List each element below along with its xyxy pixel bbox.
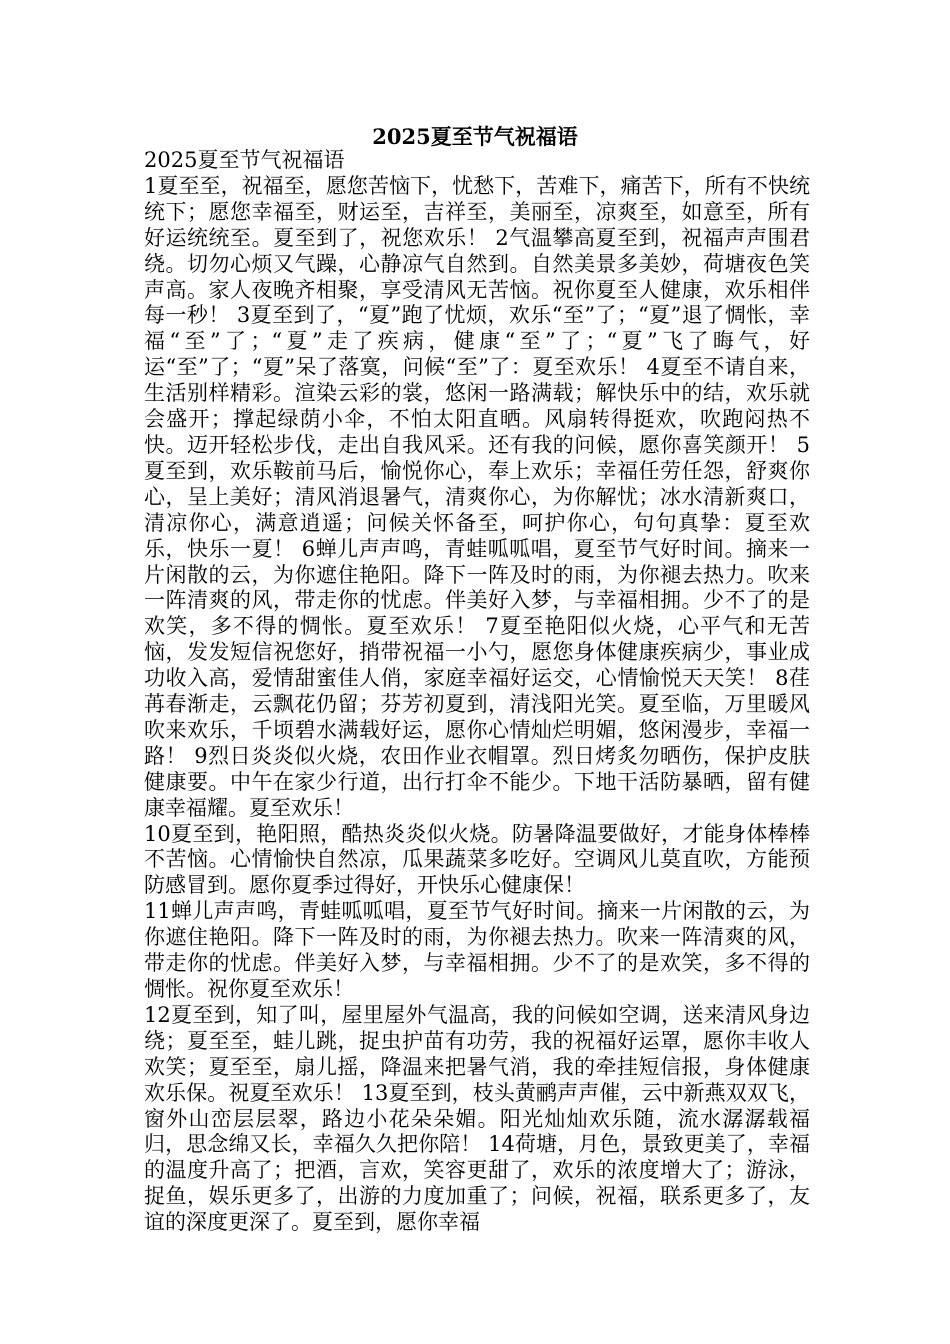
document-title: 2025夏至节气祝福语 [372,124,578,149]
paragraph-2: 10夏至到，艳阳照，酷热炎炎似火烧。防暑降温要做好，才能身体棒棒不苦恼。心情愉快自然凉，瓜果蔬菜多吃好。空调风儿莫直吹，方能预防感冒到。愿你夏季过得好，开快乐心健康保！ [144,821,810,898]
paragraph-4: 12夏至到，知了叫，屋里屋外气温高，我的问候如空调，送来清风身边绕；夏至至，蛙儿跳，捉虫护苗有功劳，我的祝福好运罩，愿你丰收人欢笑；夏至至，扇儿摇，降温来把暑气消，我的牵挂短信报，身体健康欢乐保。祝夏至欢乐！ 13夏至到，枝头黄鹂声声催，云中新燕双双飞，窗外山峦层层翠，路边小花朵朵媚。阳光灿灿欢乐随，流水潺潺载福归，思念绵又长，幸福久久把你陪！ 14荷塘，月色，景致更美了，幸福的温度升高了；把酒，言欢，笑容更甜了，欢乐的浓度增大了；游泳，捉鱼，娱乐更多了，出游的力度加重了；问候，祝福，联系更多了，友谊的深度更深了。夏至到，愿你幸福 [144,1002,810,1235]
document-subtitle: 2025夏至节气祝福语 [144,148,345,172]
paragraph-1: 1夏至至，祝福至，愿您苦恼下，忧愁下，苦难下，痛苦下，所有不快统统下；愿您幸福至，财运至，吉祥至，美丽至，凉爽至，如意至，所有好运统统至。夏至到了，祝您欢乐！ 2气温攀高夏至到，祝福声声围君绕。切勿心烦又气躁，心静凉气自然到。自然美景多美妙，荷塘夜色笑声高。家人夜晚齐相聚，享受清风无苦恼。祝你夏至人健康，欢乐相伴每一秒！ 3夏至到了，“夏”跑了忧烦，欢乐“至”了；“夏”退了惆怅，幸福“至”了；“夏”走了疾病，健康“至”了；“夏”飞了晦气，好运“至”了；“夏”呆了落寞，问候“至”了：夏至欢乐！ 4夏至不请自来，生活别样精彩。渲染云彩的裳，悠闲一路满载；解快乐中的结，欢乐就会盛开；撑起绿荫小伞，不怕太阳直晒。风扇转得挺欢，吹跑闷热不快。迈开轻松步伐，走出自我风采。还有我的问候，愿你喜笑颜开！ 5夏至到，欢乐鞍前马后，愉悦你心，奉上欢乐；幸福任劳任怨，舒爽你心，呈上美好；清风消退暑气，清爽你心，为你解忧；冰水清新爽口，清凉你心，满意逍遥；问候关怀备至，呵护你心，句句真挚：夏至欢乐，快乐一夏！ 6蝉儿声声鸣，青蛙呱呱唱，夏至节气好时间。摘来一片闲散的云，为你遮住艳阳。降下一阵及时的雨，为你褪去热力。吹来一阵清爽的风，带走你的忧虑。伴美好入梦，与幸福相拥。少不了的是欢笑，多不得的惆怅。夏至欢乐！ 7夏至艳阳似火烧，心平气和无苦恼，发发短信祝您好，捎带祝福一小勺，愿您身体健康疾病少，事业成功收入高，爱情甜蜜佳人俏，家庭幸福好运交，心情愉悦天天笑！ 8荏苒春渐走，云飘花仍留；芬芳初夏到，清浅阳光笑。夏至临，万里暖风吹来欢乐，千顷碧水满载好运，愿你心情灿烂明媚，悠闲漫步，幸福一路！ 9烈日炎炎似火烧，农田作业衣帽罩。烈日烤炙勿晒伤，保护皮肤健康要。中午在家少行道，出行打伞不能少。下地干活防暴晒，留有健康幸福耀。夏至欢乐！ [144,173,810,820]
document-body [144,148,810,1236]
paragraph-3: 11蝉儿声声鸣，青蛙呱呱唱，夏至节气好时间。摘来一片闲散的云，为你遮住艳阳。降下一阵及时的雨，为你褪去热力。吹来一阵清爽的风，带走你的忧虑。伴美好入梦，与幸福相拥。少不了的是欢笑，多不得的惆怅。祝你夏至欢乐！ [144,899,810,1001]
